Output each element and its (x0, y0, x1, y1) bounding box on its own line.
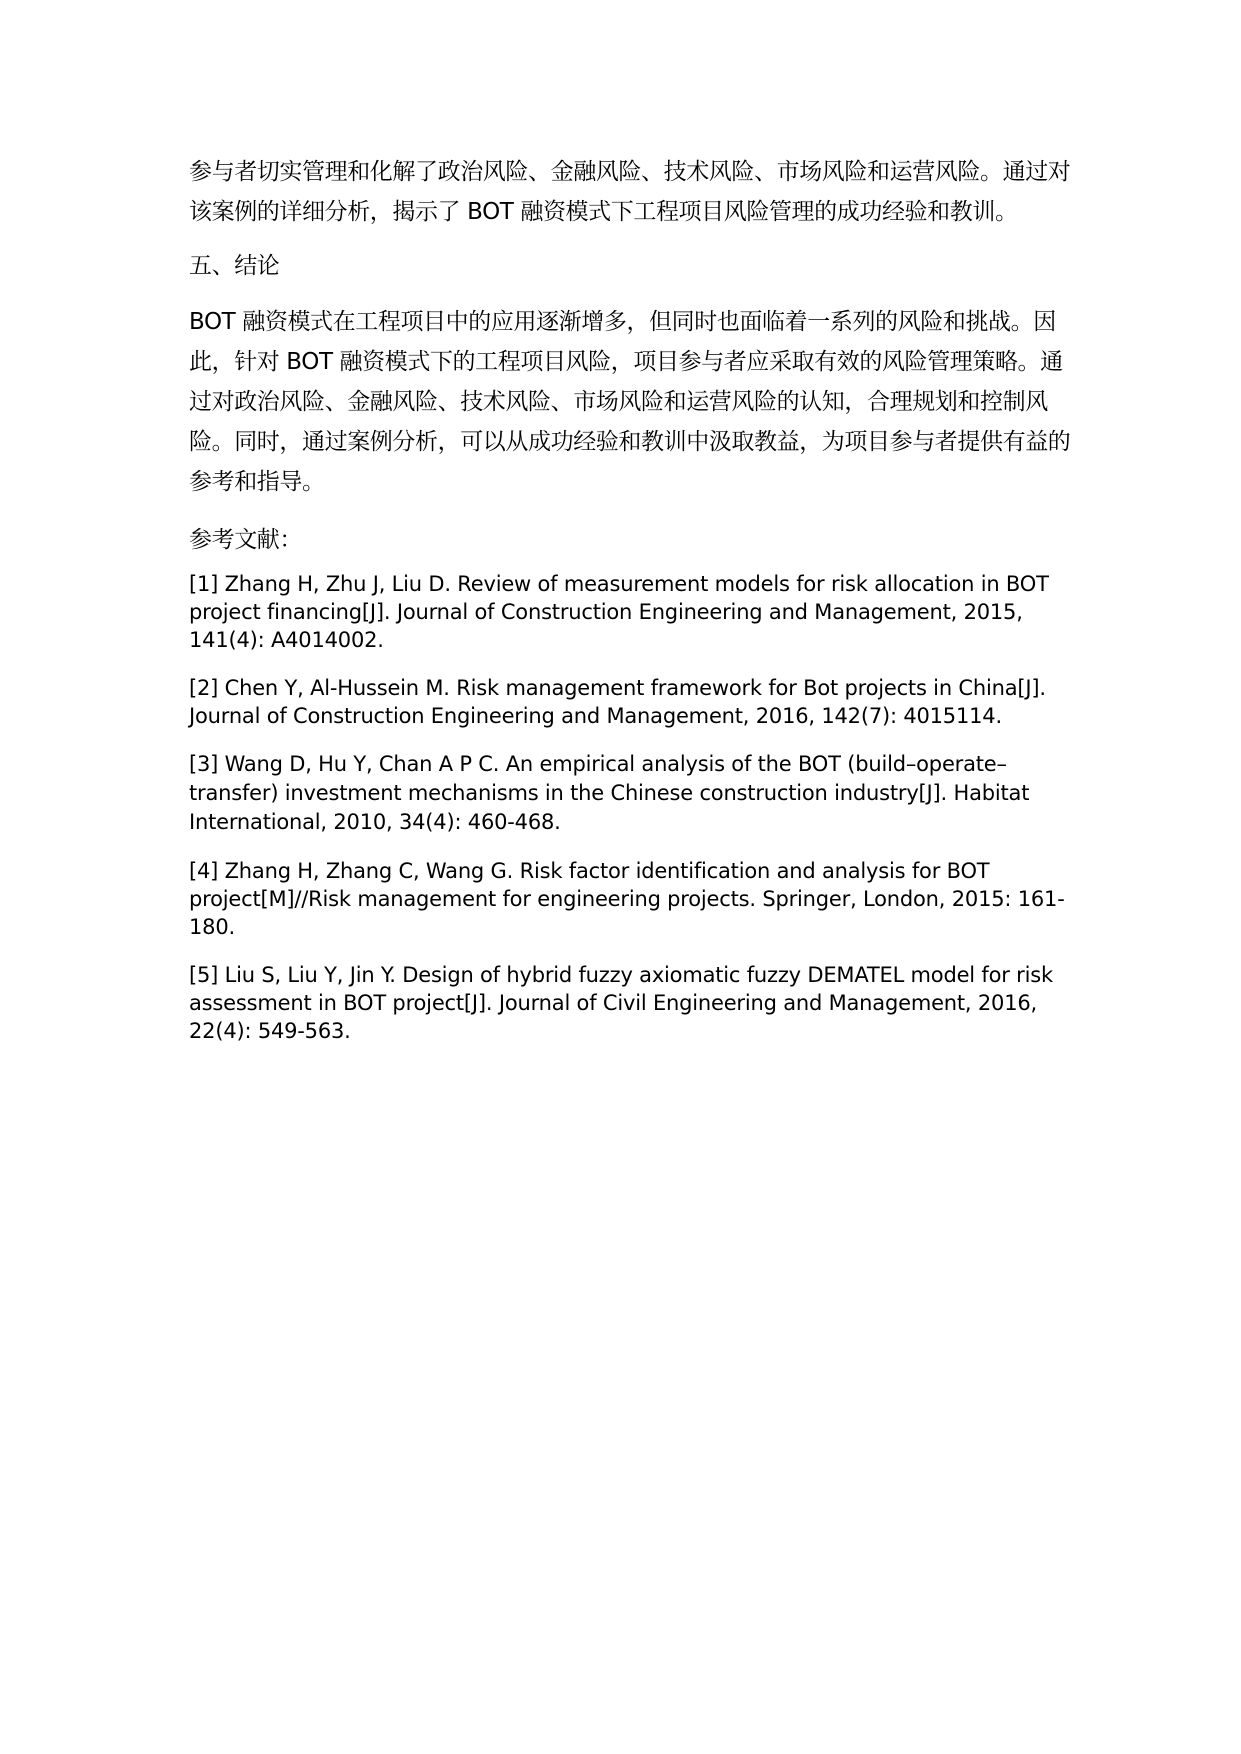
reference-item: [2] Chen Y, Al-Hussein M. Risk management framework for Bot projects in China[J]. Journal of Construction Engineering and Management, 2016, 142(7): 4015114. (189, 676, 1046, 728)
body-paragraph: 参与者切实管理和化解了政治风险、金融风险、技术风险、市场风险和运营风险。通过对该案例的详细分析，揭示了 BOT 融资模式下工程项目风险管理的成功经验和教训。 (189, 159, 1071, 225)
references-list (189, 570, 1075, 1045)
reference-item: [5] Liu S, Liu Y, Jin Y. Design of hybrid fuzzy axiomatic fuzzy DEMATEL model for risk assessment in BOT project[J]. Journal of Civil Engineering and Management, 2016, 22(4): 549-563. (189, 963, 1053, 1043)
page-content (189, 152, 1075, 1065)
reference-item: [4] Zhang H, Zhang C, Wang G. Risk factor identification and analysis for BOT project[M]//Risk management for engineering projects. Springer, London, 2015: 161-180. (189, 859, 1065, 939)
references-title: 参考文献： (189, 527, 303, 553)
conclusion-paragraph: BOT 融资模式在工程项目中的应用逐渐增多，但同时也面临着一系列的风险和挑战。因此，针对 BOT 融资模式下的工程项目风险，项目参与者应采取有效的风险管理策略。通过对政治风险、金融风险、技术风险、市场风险和运营风险的认知，合理规划和控制风险。同时，通过案例分析，可以从成功经验和教训中汲取教益，为项目参与者提供有益的参考和指导。 (189, 309, 1071, 495)
section-heading: 五、结论 (189, 253, 280, 279)
reference-item: [1] Zhang H, Zhu J, Liu D. Review of measurement models for risk allocation in BOT project financing[J]. Journal of Construction Engineering and Management, 2015, 141(4): A4014002. (189, 572, 1049, 652)
reference-item: [3] Wang D, Hu Y, Chan A P C. An empirical analysis of the BOT (build–operate–transfer) investment mechanisms in the Chinese construction industry[J]. Habitat International, 2010, 34(4): 460-468. (189, 752, 1030, 834)
